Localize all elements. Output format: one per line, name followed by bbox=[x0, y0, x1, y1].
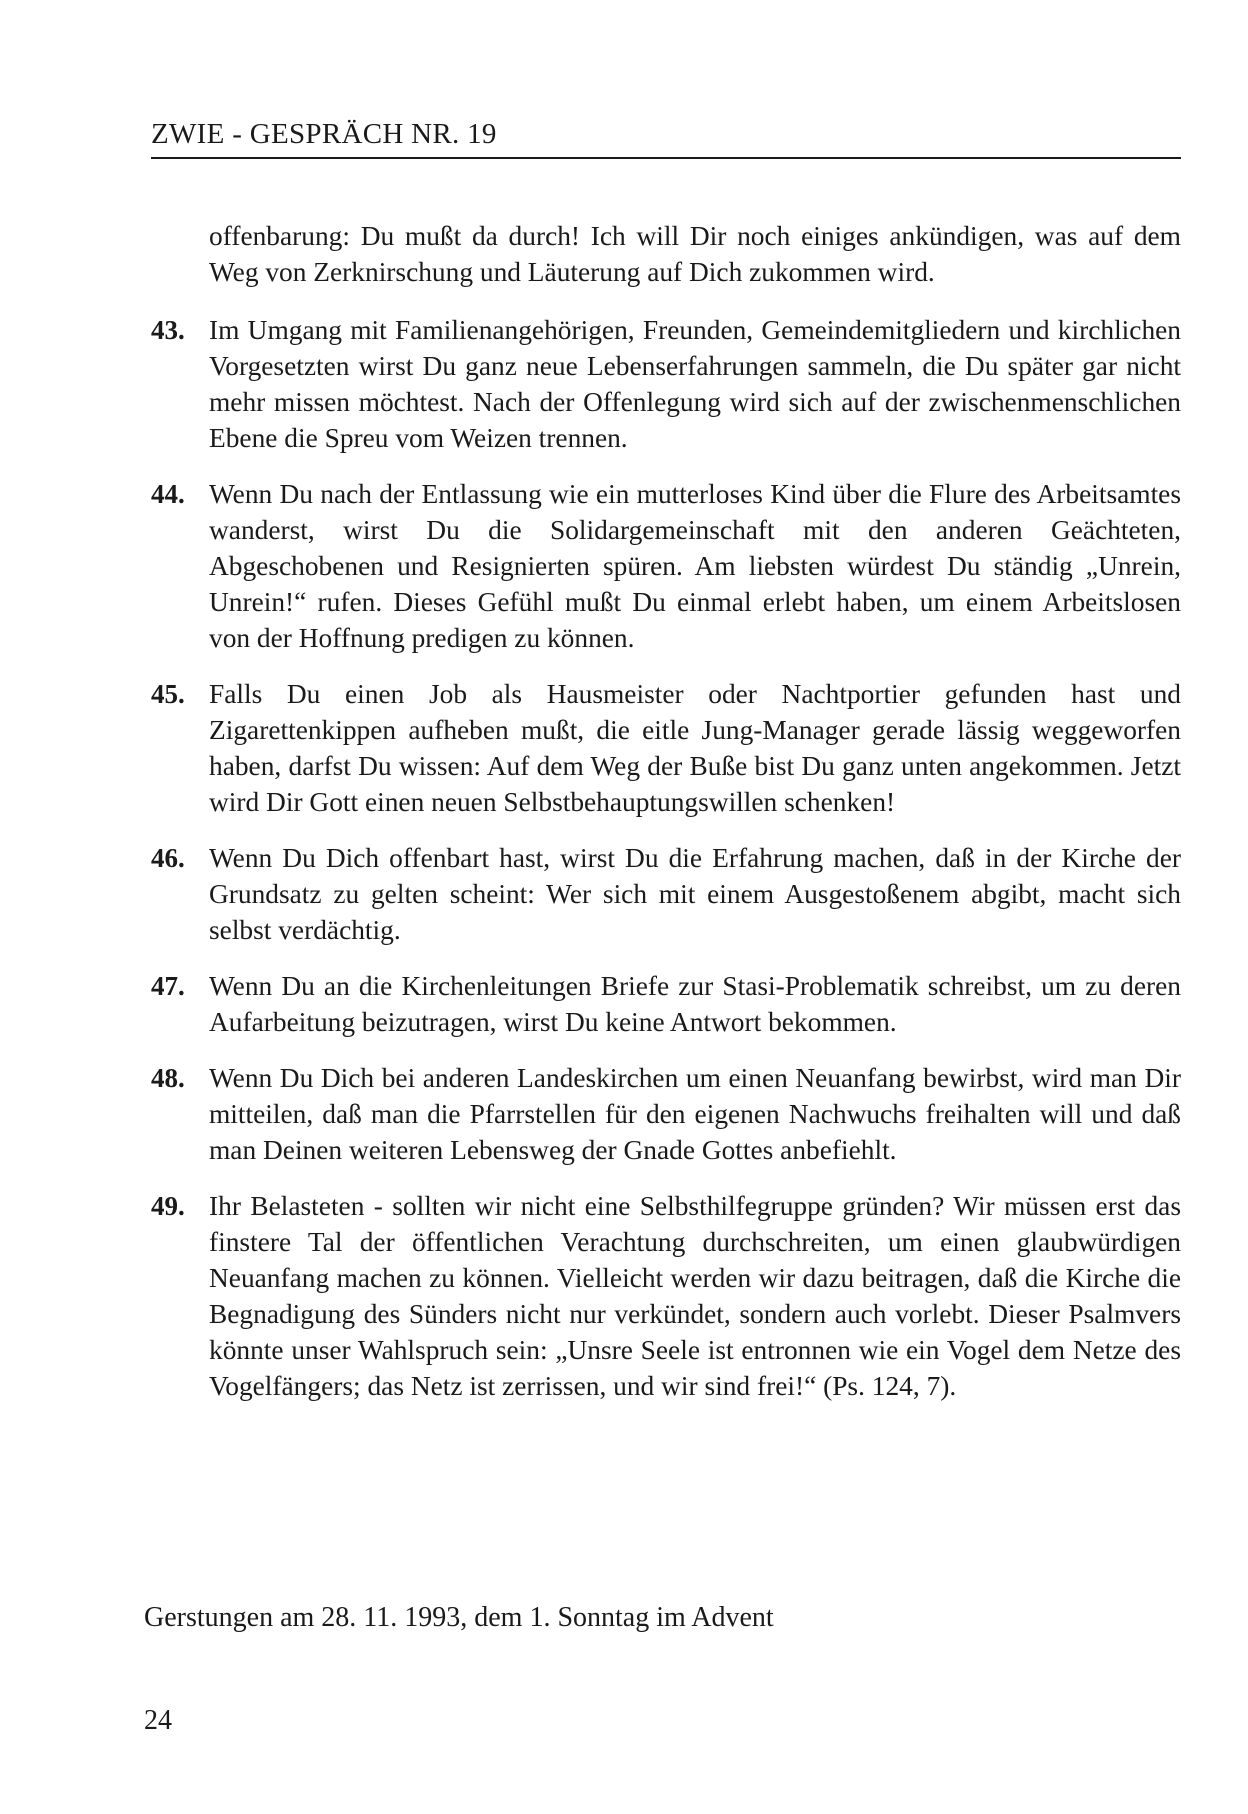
paragraph-text: Wenn Du Dich offenbart hast, wirst Du die Erfahrung machen, daß in der Kirche der Grundsatz zu gelten scheint: Wer sich mit einem Ausgestoßenem abgibt, macht sich selbst verdächtig. bbox=[209, 843, 1181, 945]
paragraph-number: 45. bbox=[151, 679, 185, 709]
paragraph-48 bbox=[151, 1060, 1181, 1168]
header-rule bbox=[151, 157, 1181, 159]
paragraph-text: Wenn Du an die Kirchenleitungen Briefe zur Stasi-Problematik schreibst, um zu deren Aufarbeitung beizutragen, wirst Du keine Antwort bekommen. bbox=[209, 971, 1181, 1037]
paragraph-text: Wenn Du nach der Entlassung wie ein mutterloses Kind über die Flure des Arbeitsamtes wanderst, wirst Du die Solidargemeinschaft mit den anderen Geächteten, Abgeschobenen und Resignierten spüren. Am liebsten würdest Du ständig „Unrein, Unrein!“ rufen. Dieses Gefühl mußt Du einmal erlebt haben, um einem Arbeitslosen von der Hoffnung predigen zu können. bbox=[209, 479, 1181, 653]
paragraph-text: Wenn Du Dich bei anderen Landeskirchen um einen Neuanfang bewirbst, wird man Dir mitteilen, daß man die Pfarrstellen für den eigenen Nachwuchs freihalten will und daß man Deinen weiteren Lebensweg der Gnade Gottes anbefiehlt. bbox=[209, 1063, 1181, 1165]
page-number: 24 bbox=[144, 1705, 172, 1736]
paragraph-49 bbox=[151, 1188, 1181, 1404]
paragraph-text: offenbarung: Du mußt da durch! Ich will Dir noch einiges ankündigen, was auf dem Weg von Zerknirschung und Läuterung auf Dich zukommen wird. bbox=[209, 221, 1181, 287]
paragraph-text: Ihr Belasteten - sollten wir nicht eine Selbsthilfegruppe gründen? Wir müssen erst das finstere Tal der öffentlichen Verachtung durchschreiten, um einen glaubwürdigen Neuanfang machen zu können. Vielleicht werden wir dazu beitragen, daß die Kirche die Begnadigung des Sünders nicht nur verkündet, sondern auch vorlebt. Dieser Psalmvers könnte unser Wahlspruch sein: „Unsre Seele ist entronnen wie ein Vogel dem Netze des Vogelfängers; das Netz ist zerrissen, und wir sind frei!“ (Ps. 124, 7). bbox=[209, 1191, 1181, 1401]
paragraph-number: 47. bbox=[151, 971, 185, 1001]
paragraph-43 bbox=[151, 312, 1181, 456]
paragraph-number: 48. bbox=[151, 1063, 185, 1093]
running-head: ZWIE - GESPRÄCH NR. 19 bbox=[151, 118, 497, 150]
paragraph-number: 46. bbox=[151, 843, 185, 873]
paragraph-number: 49. bbox=[151, 1191, 185, 1221]
paragraph-text: Im Umgang mit Familienangehörigen, Freunden, Gemeindemitgliedern und kirchlichen Vorgesetzten wirst Du ganz neue Lebenserfahrungen sammeln, die Du später gar nicht mehr missen möchtest. Nach der Offenlegung wird sich auf der zwischenmenschlichen Ebene die Spreu vom Weizen trennen. bbox=[209, 315, 1181, 453]
paragraph-47 bbox=[151, 968, 1181, 1040]
paragraph-text: Falls Du einen Job als Hausmeister oder Nachtportier gefunden hast und Zigarettenkippen aufheben mußt, die eitle Jung-Manager gerade lässig weggeworfen haben, darfst Du wissen: Auf dem Weg der Buße bist Du ganz unten angekommen. Jetzt wird Dir Gott einen neuen Selbstbehauptungswillen schenken! bbox=[209, 679, 1181, 817]
closing-dateline: Gerstungen am 28. 11. 1993, dem 1. Sonntag im Advent bbox=[144, 1602, 774, 1633]
paragraph-45 bbox=[151, 676, 1181, 820]
body-text bbox=[151, 218, 1181, 1424]
paragraph-continued bbox=[151, 218, 1181, 290]
paragraph-44 bbox=[151, 476, 1181, 656]
paragraph-number: 44. bbox=[151, 479, 185, 509]
paragraph-46 bbox=[151, 840, 1181, 948]
paragraph-number: 43. bbox=[151, 315, 185, 345]
